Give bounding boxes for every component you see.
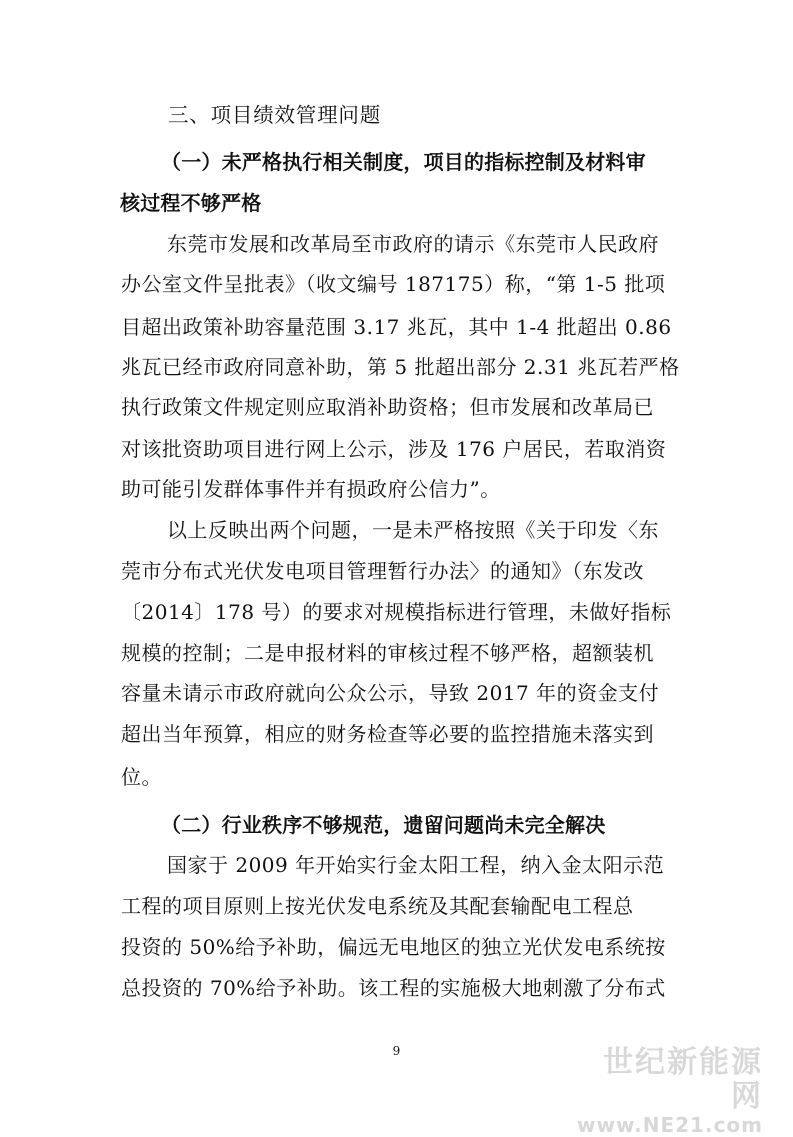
- paragraph-1-line-1: 东莞市发展和改革局至市政府的请示《东莞市人民政府: [167, 232, 659, 256]
- paragraph-1-line-7: 助可能引发群体事件并有损政府公信力”。: [121, 477, 501, 501]
- paragraph-2-line-6: 超出当年预算，相应的财务检查等必要的监控措施未落实到: [121, 722, 654, 746]
- paragraph-1-line-2: 办公室文件呈批表》（收文编号 187175）称，“第 1-5 批项: [121, 272, 666, 296]
- paragraph-2-line-5: 容量未请示市政府就向公众公示，导致 2017 年的资金支付: [121, 681, 660, 705]
- section-title: 三、项目绩效管理问题: [168, 103, 381, 127]
- paragraph-1-line-4: 兆瓦已经市政府同意补助，第 5 批超出部分 2.31 兆瓦若严格: [121, 355, 680, 379]
- paragraph-2-line-7: 位。: [121, 765, 162, 789]
- paragraph-1-line-6: 对该批资助项目进行网上公示，涉及 176 户居民，若取消资: [121, 437, 667, 461]
- paragraph-2-line-4: 规模的控制；二是申报材料的审核过程不够严格，超额装机: [121, 641, 654, 665]
- subsection-2-title: （二）行业秩序不够规范，遗留问题尚未完全解决: [161, 813, 606, 837]
- subsection-1-title-line-1: （一）未严格执行相关制度，项目的指标控制及材料审: [161, 150, 646, 174]
- paragraph-3-line-4: 总投资的 70%给予补助。该工程的实施极大地刺激了分布式: [121, 976, 666, 1000]
- paragraph-2-line-1: 以上反映出两个问题，一是未严格按照《关于印发〈东: [167, 518, 659, 542]
- paragraph-1-line-3: 目超出政策补助容量范围 3.17 兆瓦，其中 1-4 批超出 0.86: [121, 315, 672, 339]
- paragraph-3-line-2: 工程的项目原则上按光伏发电系统及其配套输配电工程总: [121, 894, 634, 918]
- paragraph-2-line-2: 莞市分布式光伏发电项目管理暂行办法〉的通知》（东发改: [121, 559, 644, 583]
- paragraph-1-line-5: 执行政策文件规定则应取消补助资格；但市发展和改革局已: [121, 395, 654, 419]
- page-number: 9: [392, 1044, 401, 1058]
- paragraph-3-line-3: 投资的 50%给予补助，偏远无电地区的独立光伏发电系统按: [121, 935, 666, 959]
- subsection-1-title-line-2: 核过程不够严格: [120, 191, 262, 215]
- watermark-text-cn: 世纪新能源网: [603, 1045, 763, 1114]
- paragraph-2-line-3: 〔2014〕178 号）的要求对规模指标进行管理，未做好指标: [121, 600, 672, 624]
- watermark-text-url: www.NE21.com: [576, 1113, 763, 1137]
- paragraph-3-line-1: 国家于 2009 年开始实行金太阳工程，纳入金太阳示范: [167, 853, 665, 877]
